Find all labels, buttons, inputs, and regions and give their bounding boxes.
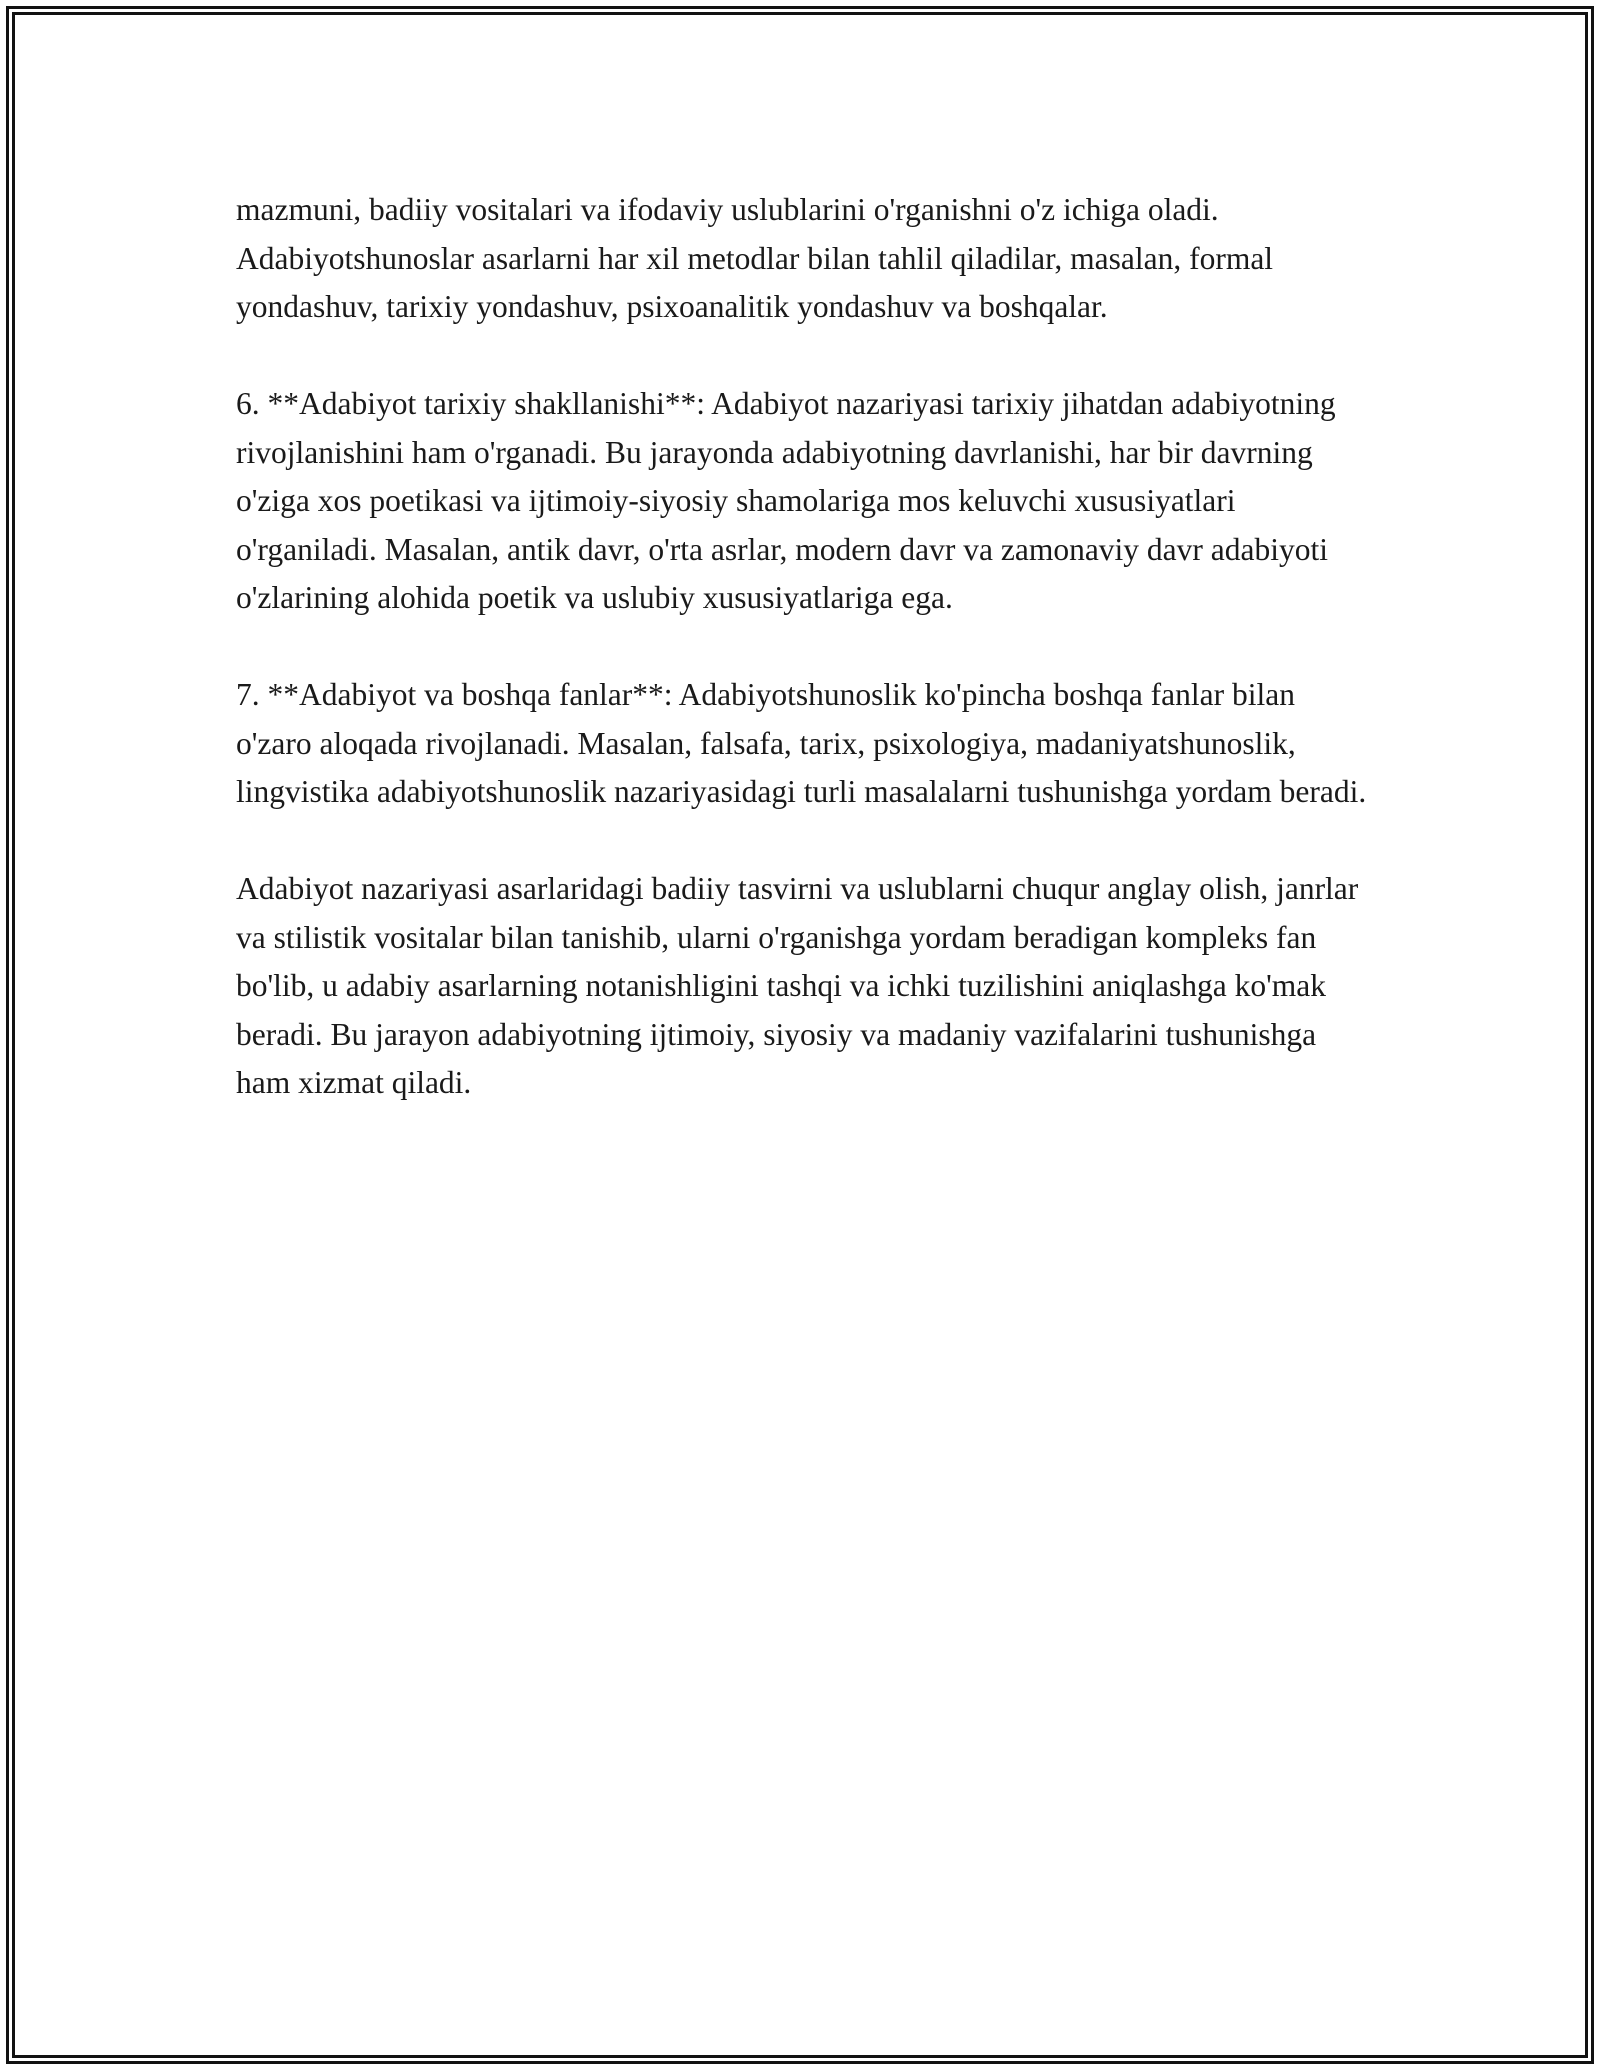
document-body [236,186,1376,1156]
paragraph-item-6: 6. **Adabiyot tarixiy shakllanishi**: Adabiyot nazariyasi tarixiy jihatdan adabiyotning rivojlanishini ham o'rganadi. Bu jarayonda adabiyotning davrlanishi, har bir davrning o'ziga xos poetikasi va ijtimoiy-siyosiy shamolariga mos keluvchi xususiyatlari o'rganiladi. Masalan, antik davr, o'rta asrlar, modern davr va zamonaviy davr adabiyoti o'zlarining alohida poetik va uslubiy xususiyatlariga ega. [236,386,1336,615]
paragraph-conclusion: Adabiyot nazariyasi asarlaridagi badiiy tasvirni va uslublarni chuqur anglay olish, janrlar va stilistik vositalar bilan tanishib, ularni o'rganishga yordam beradigan kompleks fan bo'lib, u adabiy asarlarning notanishligini tashqi va ichki tuzilishini aniqlashga ko'mak beradi. Bu jarayon adabiyotning ijtimoiy, siyosiy va madaniy vazifalarini tushunishga ham xizmat qiladi. [236,871,1359,1100]
paragraph-continuation: mazmuni, badiiy vositalari va ifodaviy uslublarini o'rganishni o'z ichiga oladi. Adabiyotshunoslar asarlarni har xil metodlar bilan tahlil qiladilar, masalan, formal yondashuv, tarixiy yondashuv, psixoanalitik yondashuv va boshqalar. [236,192,1274,324]
paragraph-item-7: 7. **Adabiyot va boshqa fanlar**: Adabiyotshunoslik ko'pincha boshqa fanlar bilan o'zaro aloqada rivojlanadi. Masalan, falsafa, tarix, psixologiya, madaniyatshunoslik, lingvistika adabiyotshunoslik nazariyasidagi turli masalalarni tushunishga yordam beradi. [236,677,1367,809]
